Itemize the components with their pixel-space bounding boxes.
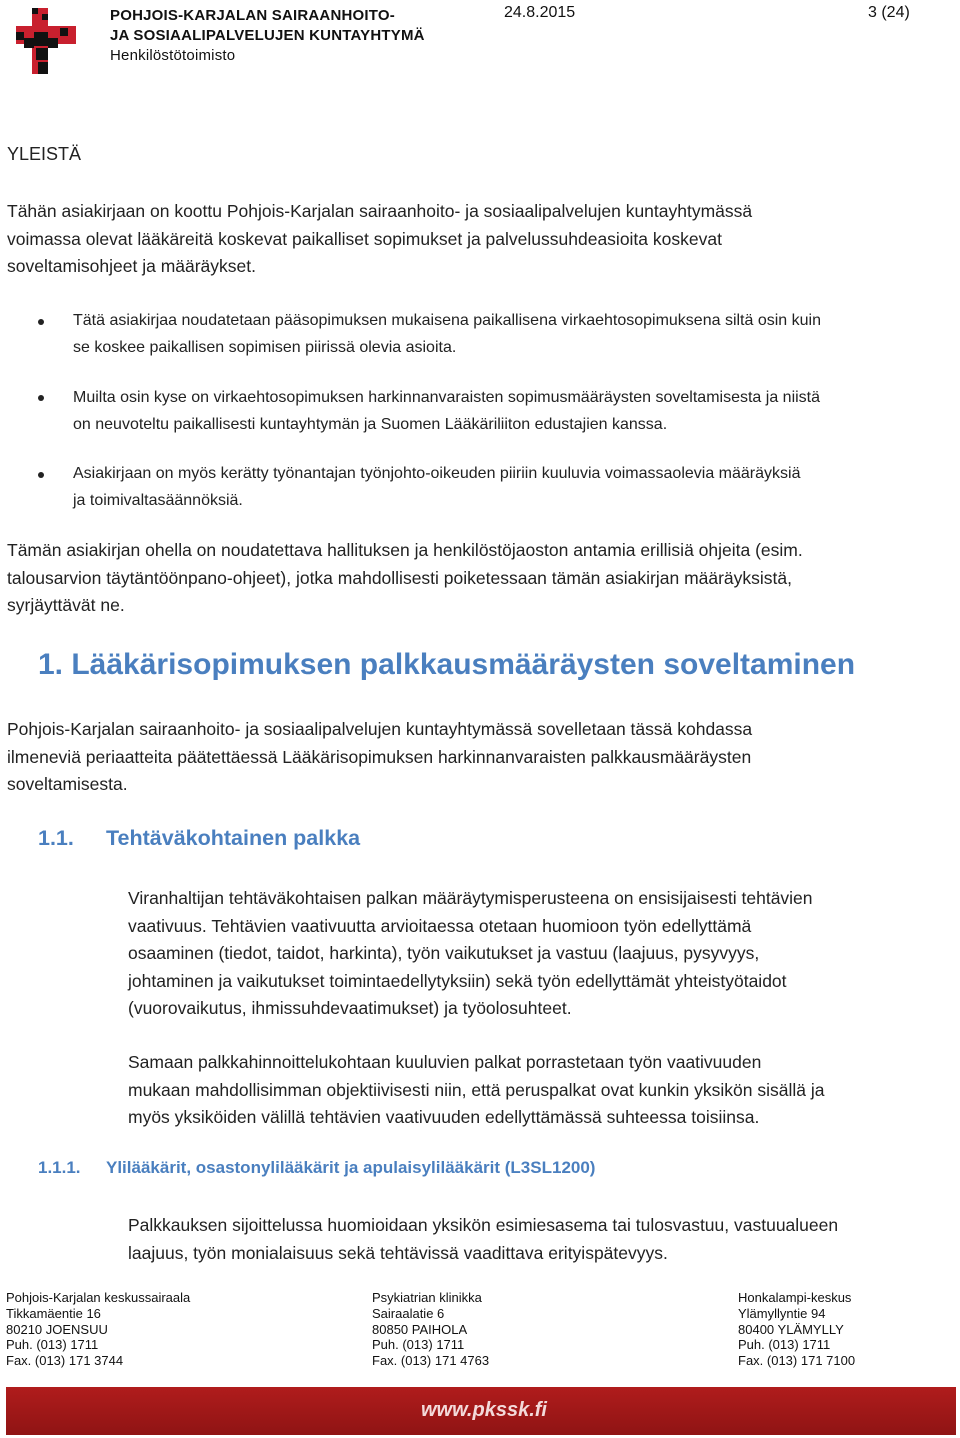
- intro-line: soveltamisohjeet ja määräykset.: [7, 256, 256, 276]
- footer-site-name: Pohjois-Karjalan keskussairaala: [6, 1290, 191, 1305]
- heading-2-paragraph-1: [128, 885, 958, 1023]
- heading-2-paragraph-2: [128, 1049, 958, 1132]
- paragraph-line: ilmeneviä periaatteita päätettäessä Lääkärisopimuksen harkinnanvaraisten palkkausmääräysten: [7, 746, 752, 767]
- paragraph-line: Samaan palkkahinnoittelukohtaan kuuluvien palkat porrastetaan työn vaativuuden: [128, 1052, 762, 1072]
- footer-street: Ylämyllyntie 94: [738, 1305, 826, 1321]
- bullet-item: [73, 307, 958, 361]
- paragraph-line: (vuorovaikutus, ihmissuhdevaatimukset) ja työolosuhteet.: [128, 998, 572, 1018]
- bullet-icon: [38, 319, 44, 325]
- bullet-line: Tätä asiakirjaa noudatetaan pääsopimuksen mukaisena paikallisena virkaehtosopimuksena siltä osin kuin: [73, 312, 821, 329]
- website-link[interactable]: www.pkssk.fi: [421, 1399, 547, 1421]
- paragraph-line: vaativuus. Tehtävien vaativuutta arvioitaessa otetaan huomioon työn edellyttämä: [128, 915, 752, 936]
- footer-fax: Fax. (013) 171 3744: [6, 1353, 124, 1369]
- bullet-line: Asiakirjaan on myös kerätty työnantajan työnjohto-oikeuden piiriin kuuluvia voimassaolevia määräyksiä: [73, 465, 801, 482]
- heading-1-paragraph: [7, 716, 957, 799]
- footer-postal: 80400 YLÄMYLLY: [738, 1321, 844, 1337]
- intro-paragraph: [7, 198, 957, 281]
- footer-phone: Puh. (013) 1711: [372, 1337, 465, 1353]
- bullet-line: ja toimivaltasäännöksiä.: [73, 492, 243, 509]
- note-line: talousarvion täytäntöönpano-ohjeet), jotka mahdollisesti poiketessaan tämän asiakirjan määräyksistä,: [7, 567, 793, 588]
- bullet-icon: [38, 472, 44, 478]
- paragraph-line: Palkkauksen sijoittelussa huomioidaan yksikön esimiesasema tai tulosvastuu, vastuualueen: [128, 1215, 839, 1235]
- footer-address-2: [372, 1290, 489, 1369]
- intro-line: voimassa olevat lääkäreitä koskevat paikalliset sopimukset ja palvelussuhdeasioita koskevat: [7, 228, 722, 249]
- note-line: syrjäyttävät ne.: [7, 595, 125, 615]
- bullet-line: Muilta osin kyse on virkaehtosopimuksen harkinnanvaraisten sopimusmääräysten soveltamisesta ja niistä: [73, 389, 821, 406]
- document-date: 24.8.2015: [504, 4, 576, 21]
- intro-line: Tähän asiakirjaan on koottu Pohjois-Karjalan sairaanhoito- ja sosiaalipalvelujen kuntayhtymässä: [7, 201, 753, 221]
- bullet-line: on neuvoteltu paikallisesti kuntayhtymän ja Suomen Lääkäriliiton edustajien kanssa.: [73, 416, 668, 433]
- footer-site-name: Honkalampi-keskus: [738, 1290, 852, 1305]
- paragraph-line: soveltamisesta.: [7, 774, 128, 794]
- heading-3-title: Ylilääkärit, osastonylilääkärit ja apulaisylilääkärit (L3SL1200): [106, 1158, 596, 1177]
- bullet-item: [73, 384, 958, 438]
- note-line: Tämän asiakirjan ohella on noudatettava hallituksen ja henkilöstöjaoston antamia erillisiä ohjeita (esim.: [7, 540, 803, 560]
- footer-address-1: [6, 1290, 190, 1369]
- footer-fax: Fax. (013) 171 4763: [372, 1353, 490, 1369]
- footer-fax: Fax. (013) 171 7100: [738, 1353, 856, 1369]
- footer-address-3: [738, 1290, 855, 1369]
- footer-postal: 80850 PAIHOLA: [372, 1321, 468, 1337]
- paragraph-line: mukaan mahdollisimman objektiivisesti niin, että peruspalkat ovat kunkin yksikön sisällä ja: [128, 1079, 825, 1100]
- paragraph-line: myös yksiköiden välillä tehtävien vaativuuden edellyttämässä suhteessa toisiinsa.: [128, 1107, 760, 1127]
- heading-2-title: Tehtäväkohtainen palkka: [106, 826, 361, 850]
- heading-1: 1. Lääkärisopimuksen palkkausmääräysten soveltaminen: [38, 648, 856, 681]
- footer-postal: 80210 JOENSUU: [6, 1321, 108, 1337]
- org-line-1: POHJOIS-KARJALAN SAIRAANHOITO-: [110, 7, 395, 24]
- bullet-icon: [38, 395, 44, 401]
- paragraph-line: Viranhaltijan tehtäväkohtaisen palkan määräytymisperusteena on ensisijaisesti tehtävien: [128, 888, 813, 908]
- organization-name: [110, 6, 425, 66]
- department-name: Henkilöstötoimisto: [110, 47, 236, 64]
- section-title: YLEISTÄ: [7, 144, 82, 164]
- paragraph-line: Pohjois-Karjalan sairaanhoito- ja sosiaalipalvelujen kuntayhtymässä sovelletaan tässä kohdassa: [7, 719, 753, 739]
- footer-site-name: Psykiatrian klinikka: [372, 1290, 482, 1305]
- organization-logo: [16, 8, 76, 74]
- heading-3-number: 1.1.1.: [38, 1158, 81, 1177]
- heading-2-number: 1.1.: [38, 826, 74, 850]
- org-line-2: JA SOSIAALIPALVELUJEN KUNTAYHTYMÄ: [110, 27, 425, 44]
- heading-3-paragraph: [128, 1212, 958, 1267]
- page-number: 3 (24): [868, 4, 910, 21]
- footer-phone: Puh. (013) 1711: [6, 1337, 99, 1353]
- paragraph-line: laajuus, työn monialaisuus sekä tehtävissä vaadittava erityispätevyys.: [128, 1242, 668, 1263]
- bullet-line: se koskee paikallisen sopimisen piirissä olevia asioita.: [73, 339, 457, 356]
- note-paragraph: [7, 537, 957, 620]
- paragraph-line: osaaminen (tiedot, taidot, harkinta), työn vaikutukset ja vastuu (laajuus, pysyvyys,: [128, 943, 760, 963]
- footer-street: Sairaalatie 6: [372, 1305, 445, 1321]
- footer-street: Tikkamäentie 16: [6, 1305, 101, 1321]
- bullet-item: [73, 460, 958, 514]
- footer-phone: Puh. (013) 1711: [738, 1337, 831, 1353]
- paragraph-line: johtaminen ja vaikutukset toimintaedellytyksiin) sekä työn edellyttämät yhteistyötaidot: [128, 970, 787, 991]
